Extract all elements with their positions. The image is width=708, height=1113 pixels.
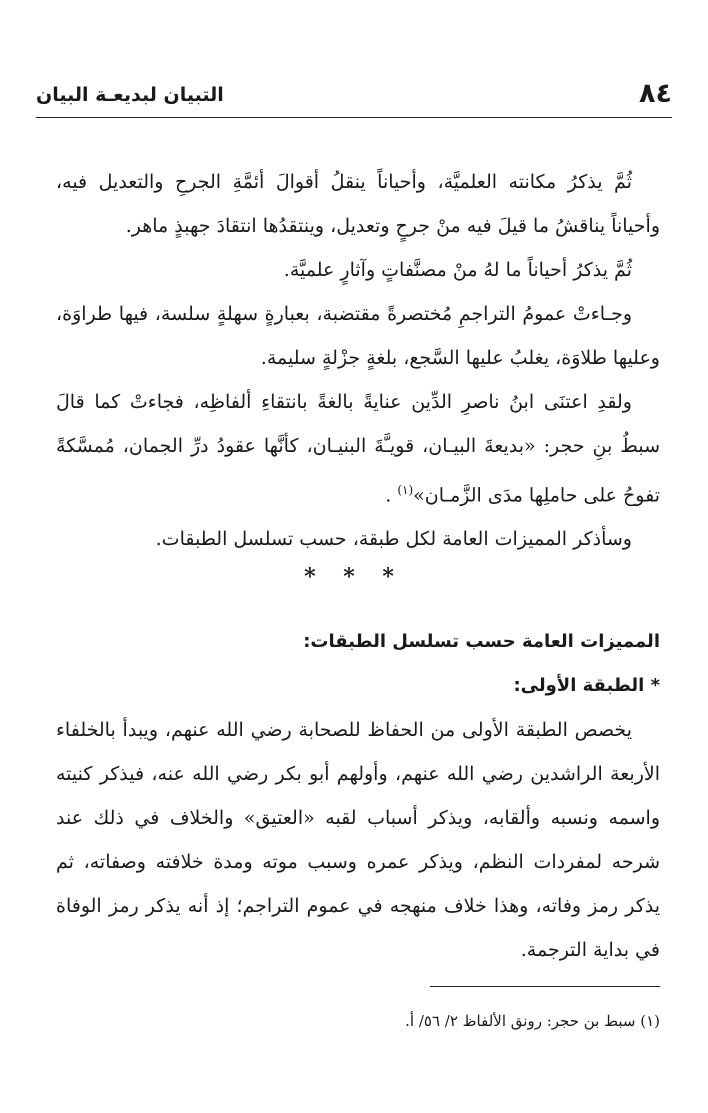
running-header-title: التبيان لبديعـة البيان [36,84,224,106]
paragraph: ثُمَّ يذكرُ أحياناً ما لهُ منْ مصنَّفاتٍ وآثارٍ علميَّة. [283,259,632,281]
paragraph: ثُمَّ يذكرُ مكانته العلميَّة، وأحياناً ينقلُ أقوالَ أئمَّةِ الجرحِ والتعديل فيه، وأحياناً يناقشُ ما قيلَ فيه منْ جرحٍ وتعديل، وينتقدُها انتقادَ جهبذٍ ماهر. [56,171,660,237]
paragraph: وجـاءتْ عمومُ التراجمِ مُختصرةً مقتضبة، بعبارةٍ سهلةٍ سلسة، فيها طراوَة، وعليها طلاوَة، يغلبُ عليها السَّجع، بلغةٍ جزْلةٍ سليمة. [56,303,660,369]
intro-section [56,160,660,561]
paragraph: وسأذكر المميزات العامة لكل طبقة، حسب تسلسل الطبقات. [155,528,632,551]
footnote-reference: (١) [397,483,414,497]
section-heading: المميزات العامة حسب تسلسل الطبقات: [303,631,660,652]
footnote-divider [430,986,660,987]
paragraph-with-footnote: ولقدِ اعتنَى ابنُ ناصرِ الدِّين عنايةً بالغةً بانتقاءِ ألفاظِه، فجاءتْ كما قالَ سبطُ بنِ حجر: «بديعةَ البيـان، قويـَّةَ البنيـان، كأنَّها عقودُ درِّ الجمان، مُمسَّكةً تفوحُ على حاملِها مدَى الزَّمـان»$^{(١)}$ . [56,391,660,507]
header-divider [36,117,672,118]
running-header [36,78,672,112]
paragraph: يخصص الطبقة الأولى من الحفاظ للصحابة رضي الله عنهم، ويبدأ بالخلفاء الأربعة الراشدين رضي الله عنهم، وأولهم أبو بكر رضي الله عنه، فيذكر كنيته واسمه ونسبه وألقابه، ويذكر أسباب لقبه «العتيق» والخلاف في ذلك عند شرحه لمفردات النظم، ويذكر عمره وسبب موته ومدة خلافته وصفاته، ثم يذكر رمز وفاته، وهذا خلاف منهجه في عموم التراجم؛ إذ أنه يذكر رمز الوفاة في بداية الترجمة. [56,719,660,961]
subsection-heading: * الطبقة الأولى: [513,675,660,696]
features-section [56,620,660,972]
section-separator: * * * [304,564,404,590]
footnote: (١) سبط بن حجر: رونق الألفاظ ٢/ ٥٦/ أ. [405,1012,660,1030]
page-number: ٨٤ [639,78,672,109]
paragraph-text: ولقدِ اعتنَى ابنُ ناصرِ الدِّين عنايةً بالغةً بانتقاءِ ألفاظِه، فجاءتْ كما قالَ سبطُ بنِ حجر: «بديعةَ البيـان، قويـَّةَ البنيـان، كأنَّها عقودُ درِّ الجمان، مُمسَّكةً تفوحُ على حاملِها مدَى الزَّمـان» [56,391,660,507]
